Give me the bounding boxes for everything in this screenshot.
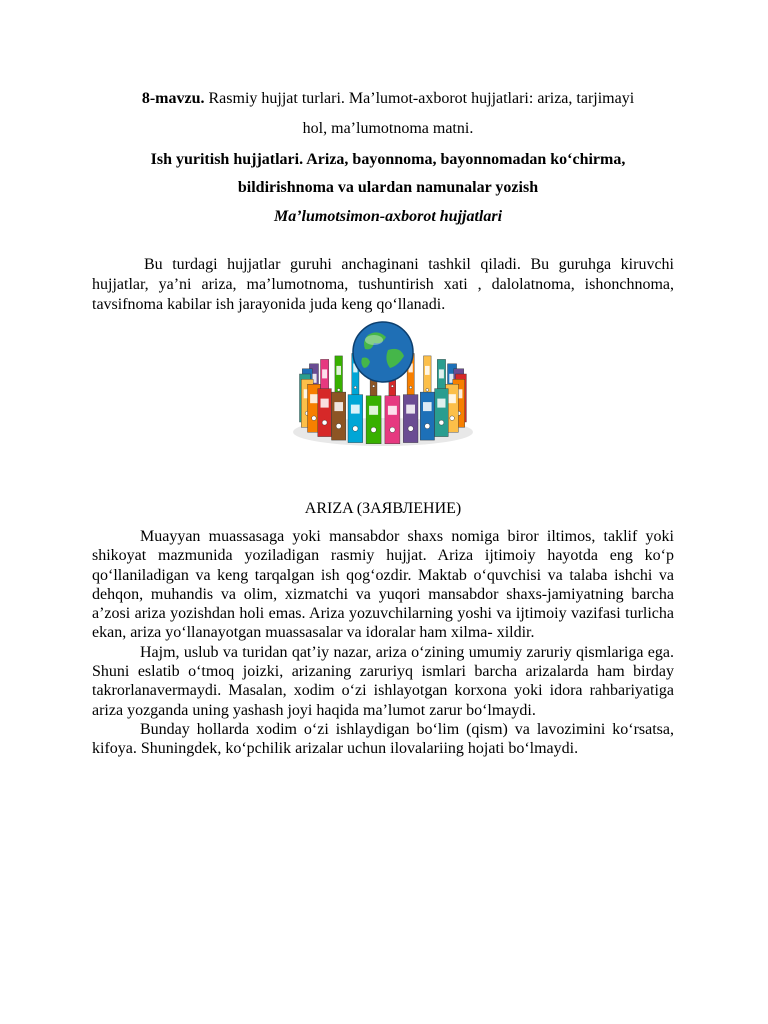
binder [385,396,400,444]
intro-paragraph: Bu turdagi hujjatlar guruhi anchaginani tashkil qiladi. Bu guruhga kiruvchi hujjatlar, ya’ni ariza, ma’lumotnoma, tushuntirish xati , dalolatnoma, ishonchnoma, tavsifnoma kabilar ish jarayonida juda keng qo‘llanadi. [92,256,674,313]
globe-with-ring-of-binders-icon [288,310,478,450]
topic-title-text: Rasmiy hujjat turlari. Ma’lumot-axborot hujjatlari: ariza, tarjimayi [204,90,635,107]
binder [366,396,381,444]
topic-title-line-1 [92,89,684,109]
body-paragraph: Muayyan muassasaga yoki mansabdor shaxs nomiga biror iltimos, taklif yoki shikoyat mazmunida yoziladigan rasmiy hujjat. Ariza ijtimoiy hayotda eng ko‘p qo‘llaniladigan va keng tarqalgan ish qog‘ozdir. Maktab o‘quvchisi va talaba ishchi va dehqon, muhandis va olim, xizmatchi va yuqori mansabdor shaxs-jamiyatning barcha a’zosi ariza yozishdan holi emas. Ariza yozuvchilarning yoshi va ijtimoiy vazifasi turlicha ekan, ariza yo‘llanayotgan muassasalar va idoralar ham xilma- xildir. [92,528,674,642]
binder [420,392,434,440]
globe-icon [353,322,413,382]
body-paragraph: Bunday hollarda xodim o‘zi ishlaydigan bo‘lim (qism) va lavozimini ko‘rsatsa, kifoya. Shuningdek, ko‘pchilik arizalar uchun ilovalariing hojati bo‘lmaydi. [92,720,674,758]
binder [318,389,332,437]
topic-number: 8-mavzu. [141,90,205,107]
subtitle-line-2: bildirishnoma va ulardan namunalar yozish [237,179,539,196]
ariza-section-title: ARIZA (ЗАЯВЛЕНИЕ) [304,500,462,517]
topic-title-line-2: hol, ma’lumotnoma matni. [302,120,474,137]
binders-illustration [288,310,478,450]
binder [403,395,418,443]
section-subheading: Ma’lumotsimon-axborot hujjatlari [273,208,503,225]
ariza-body [92,527,674,759]
body-paragraph: Hajm, uslub va turidan qat’iy nazar, ariza o‘zining umumiy zaruriy qismlariga ega. Shuni eslatib o‘tmoq joizki, arizaning zaruriyq ismlari barcha arizalarda ham birday takrorlanavermaydi. Masalan, xodim o‘zi ishlayotgan korxona yoki idora rahbariyatiga ariza yozganda uning yashash joyi haqida ma’lumot zarur bo‘lmaydi. [92,643,674,719]
binder [332,392,346,440]
subtitle-line-1: Ish yuritish hujjatlari. Ariza, bayonnoma, bayonnomadan ko‘chirma, [150,151,626,168]
binder [348,395,363,443]
binder [435,389,449,437]
